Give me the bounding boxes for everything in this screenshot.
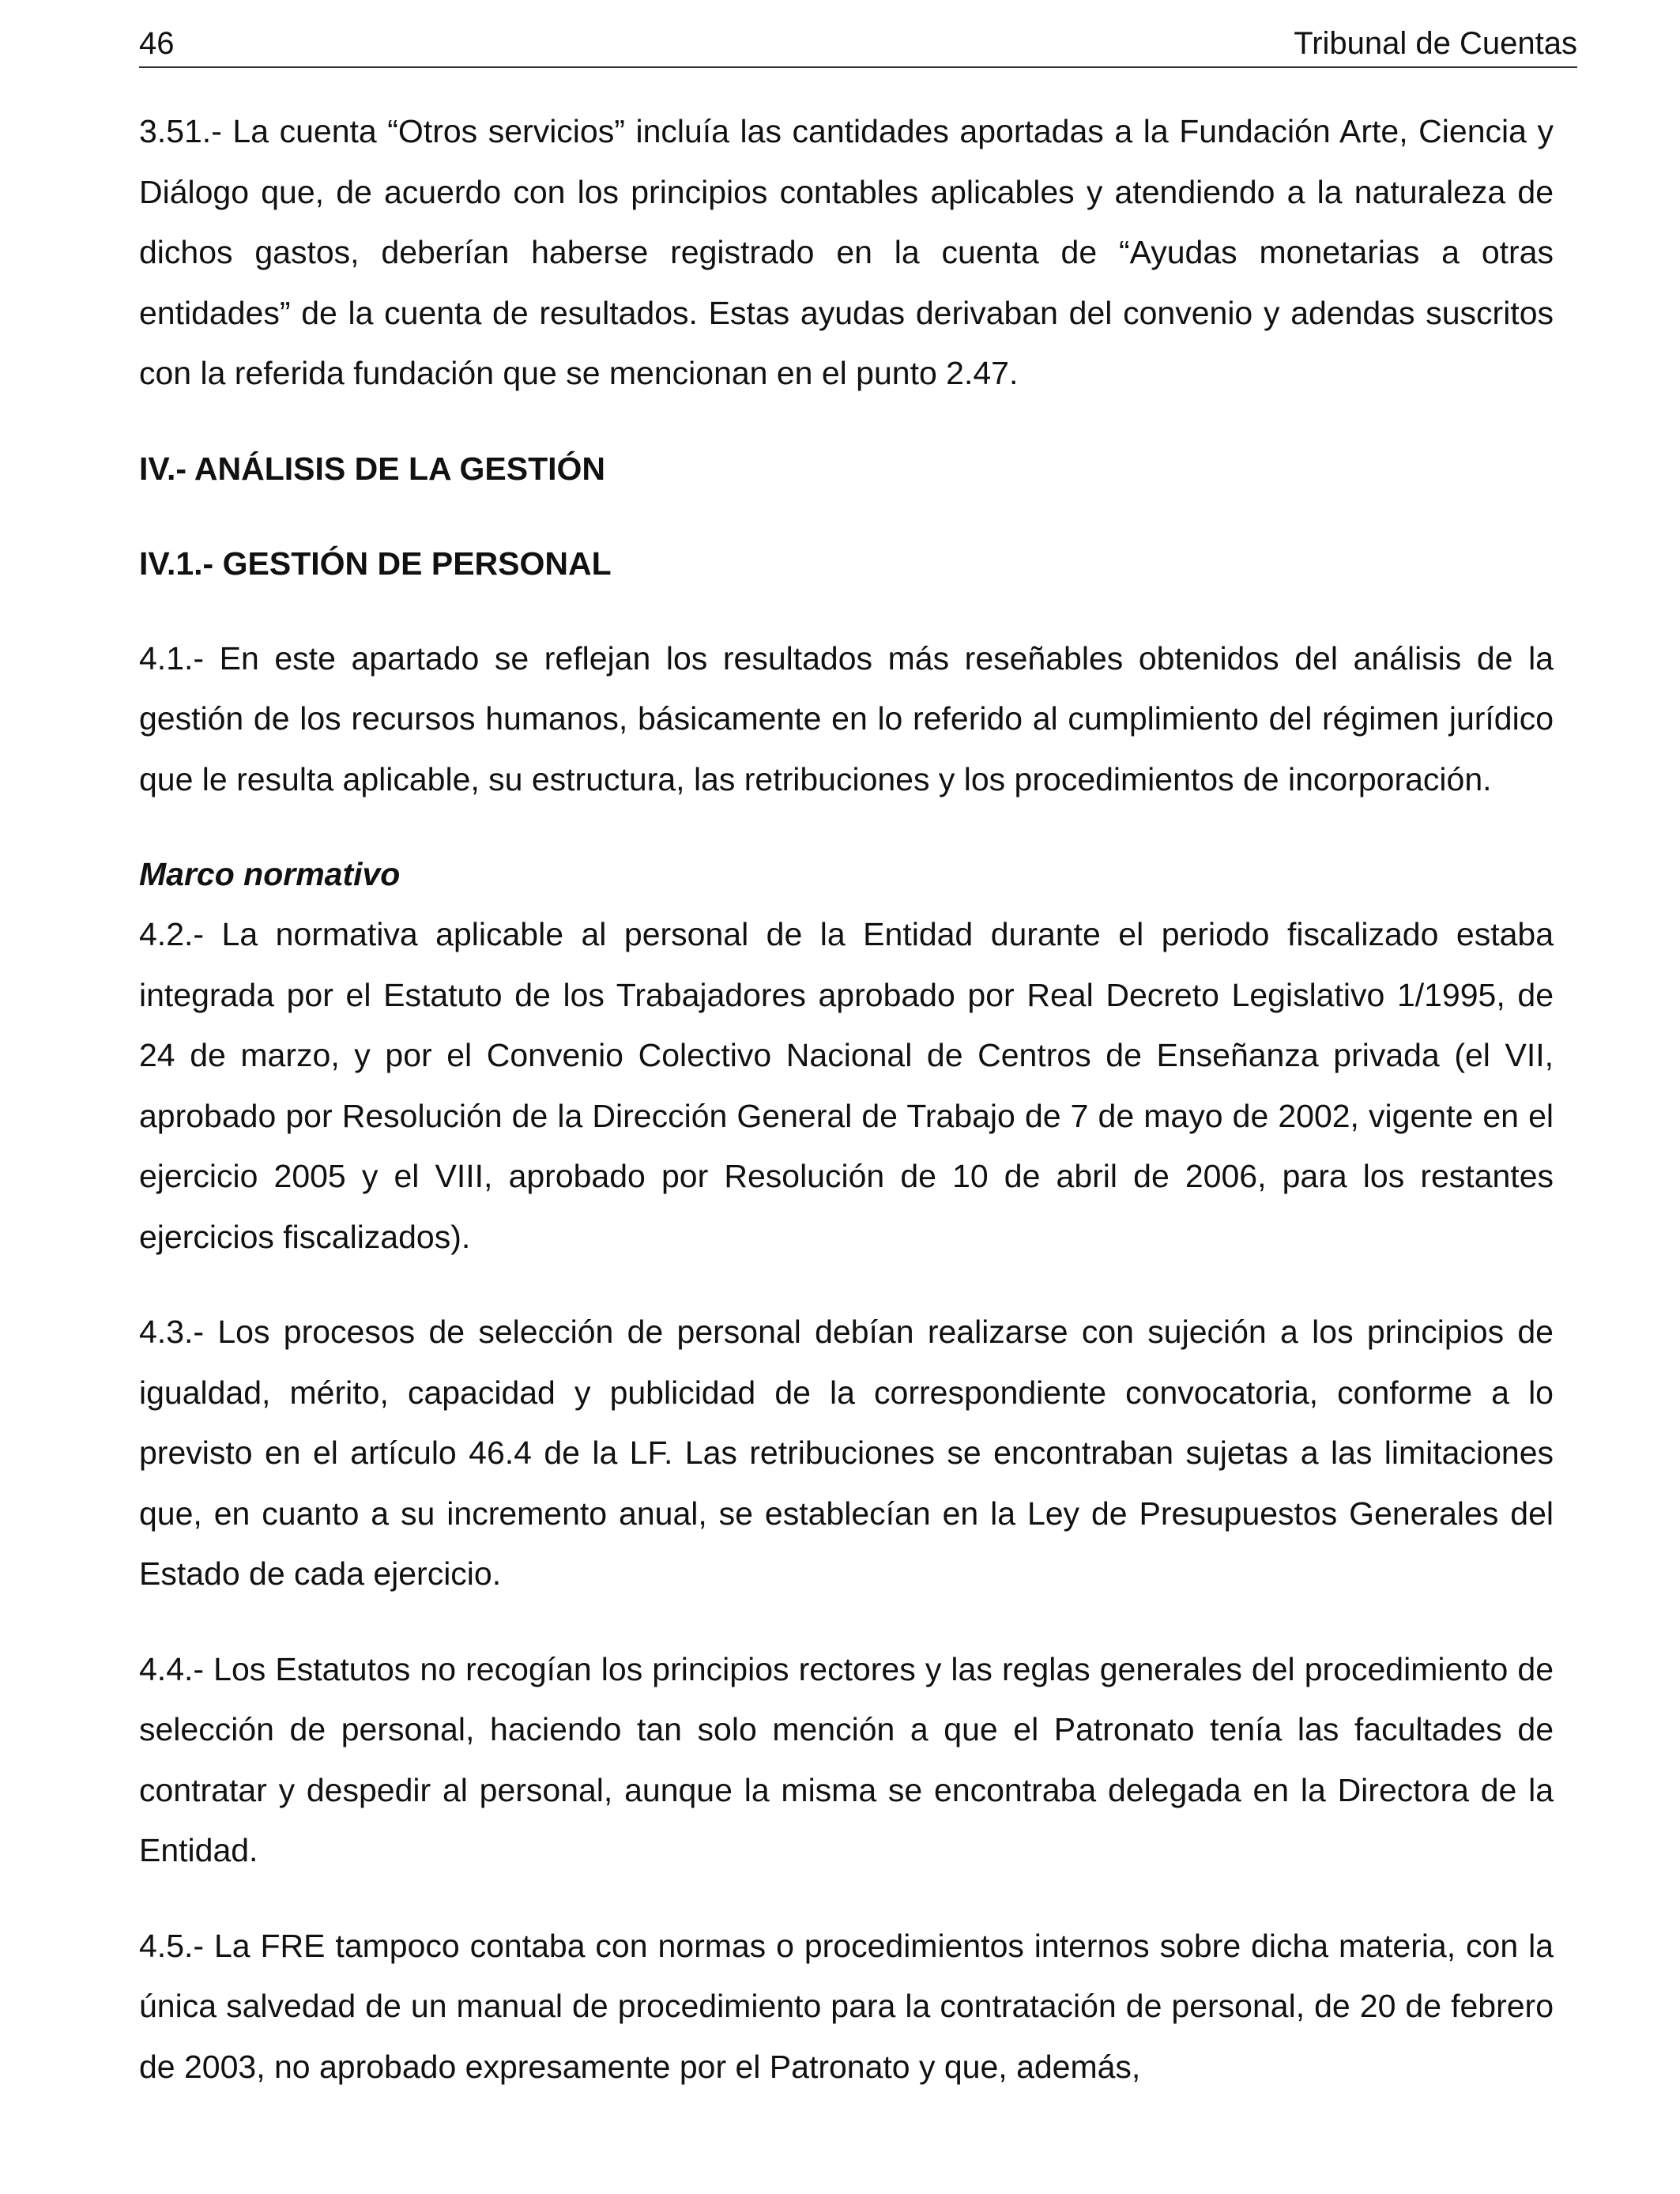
- section-heading-iv: IV.- ANÁLISIS DE LA GESTIÓN: [139, 450, 606, 487]
- section-heading-iv-1: IV.1.- GESTIÓN DE PERSONAL: [139, 545, 612, 582]
- paragraph-4-1: 4.1.- En este apartado se reflejan los resultados más reseñables obtenidos del análisis de la gestión de los recursos humanos, básicamente en lo referido al cumplimiento del régimen jurídico que le resulta aplicable, su estructura, las retribuciones y los procedimientos de incorporación.: [139, 639, 1554, 797]
- paragraph-4-2: 4.2.- La normativa aplicable al personal de la Entidad durante el periodo fiscalizado estaba integrada por el Estatuto de los Trabajadores aprobado por Real Decreto Legislativo 1/1995, de 24 de marzo, y por el Convenio Colectivo Nacional de Centros de Enseñanza privada (el VII, aprobado por Resolución de la Dirección General de Trabajo de 7 de mayo de 2002, vigente en el ejercicio 2005 y el VIII, aprobado por Resolución de 10 de abril de 2006, para los restantes ejercicios fiscalizados).: [139, 916, 1554, 1255]
- paragraph-4-5: 4.5.- La FRE tampoco contaba con normas o procedimientos internos sobre dicha materia, con la única salvedad de un manual de procedimiento para la contratación de personal, de 20 de febrero de 2003, no aprobado expresamente por el Patronato y que, además,: [139, 1927, 1554, 2085]
- header-title: Tribunal de Cuentas: [1294, 26, 1577, 61]
- paragraph-3-51: 3.51.- La cuenta “Otros servicios” incluía las cantidades aportadas a la Fundación Arte, Ciencia y Diálogo que, de acuerdo con los principios contables aplicables y atendiendo a la naturaleza de dichos gastos, deberían haberse registrado en la cuenta de “Ayudas monetarias a otras entidades” de la cuenta de resultados. Estas ayudas derivaban del convenio y adendas suscritos con la referida fundación que se mencionan en el punto 2.47.: [139, 113, 1554, 391]
- page-header: [139, 22, 1577, 68]
- paragraph-4-4: 4.4.- Los Estatutos no recogían los principios rectores y las reglas generales del procedimiento de selección de personal, haciendo tan solo mención a que el Patronato tenía las facultades de contratar y despedir al personal, aunque la misma se encontraba delegada en la Directora de la Entidad.: [139, 1650, 1554, 1868]
- subheading-marco-normativo: Marco normativo: [139, 856, 401, 892]
- page-body: [139, 101, 1554, 2132]
- page-number: 46: [139, 26, 175, 61]
- paragraph-4-3: 4.3.- Los procesos de selección de personal debían realizarse con sujeción a los principios de igualdad, mérito, capacidad y publicidad de la correspondiente convocatoria, conforme a lo previsto en el artículo 46.4 de la LF. Las retribuciones se encontraban sujetas a las limitaciones que, en cuanto a su incremento anual, se establecían en la Ley de Presupuestos Generales del Estado de cada ejercicio.: [139, 1314, 1554, 1592]
